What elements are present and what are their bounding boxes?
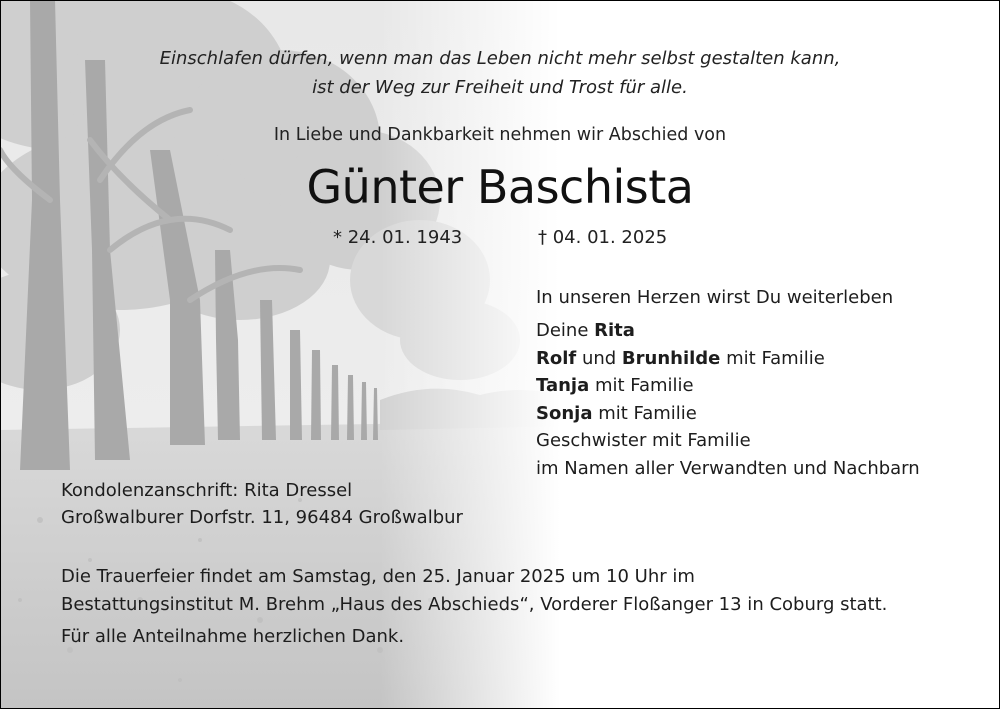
mourner-line-siblings: Geschwister mit Familie (536, 430, 751, 451)
mourner-suffix: mit Familie (720, 347, 825, 369)
mourner-suffix: mit Familie (589, 375, 694, 396)
mourners-heading: In unseren Herzen wirst Du weiterleben (536, 287, 894, 308)
mourner-name: Sonja (536, 402, 593, 424)
mourner-line-rita (536, 317, 920, 345)
funeral-info-line-2: Bestattungsinstitut M. Brehm „Haus des Abschieds“, Vorderer Floßanger 13 in Coburg statt. (61, 594, 888, 615)
mourner-line-tanja (536, 372, 920, 400)
intro-text: In Liebe und Dankbarkeit nehmen wir Abschied von (273, 125, 727, 145)
deceased-name: Günter Baschista (306, 160, 694, 214)
mourner-line-sonja (536, 400, 920, 428)
condolence-address-line-2: Großwalburer Dorfstr. 11, 96484 Großwalbur (61, 507, 463, 528)
mourner-connector: und (576, 347, 622, 369)
condolence-address-line-1: Kondolenzanschrift: Rita Dressel (61, 480, 353, 501)
thanks-text: Für alle Anteilnahme herzlichen Dank. (61, 626, 405, 647)
motto-line-2: ist der Weg zur Freiheit und Trost für alle. (312, 77, 688, 98)
funeral-info-line-1: Die Trauerfeier findet am Samstag, den 25. Januar 2025 um 10 Uhr im (61, 566, 695, 587)
mourner-name: Brunhilde (621, 347, 721, 369)
birth-date: * 24. 01. 1943 (333, 227, 463, 248)
mourners-list (536, 317, 920, 482)
mourner-name: Rita (594, 320, 635, 341)
mourner-line-rolf-brunhilde (536, 345, 920, 373)
mourner-suffix: mit Familie (592, 402, 697, 424)
motto-line-1: Einschlafen dürfen, wenn man das Leben nicht mehr selbst gestalten kann, (159, 48, 841, 69)
mourner-name: Tanja (536, 375, 590, 396)
mourner-prefix: Deine (536, 320, 595, 341)
mourner-line-relatives: im Namen aller Verwandten und Nachbarn (536, 457, 920, 479)
mourner-name: Rolf (536, 347, 577, 369)
death-date: † 04. 01. 2025 (538, 227, 668, 248)
